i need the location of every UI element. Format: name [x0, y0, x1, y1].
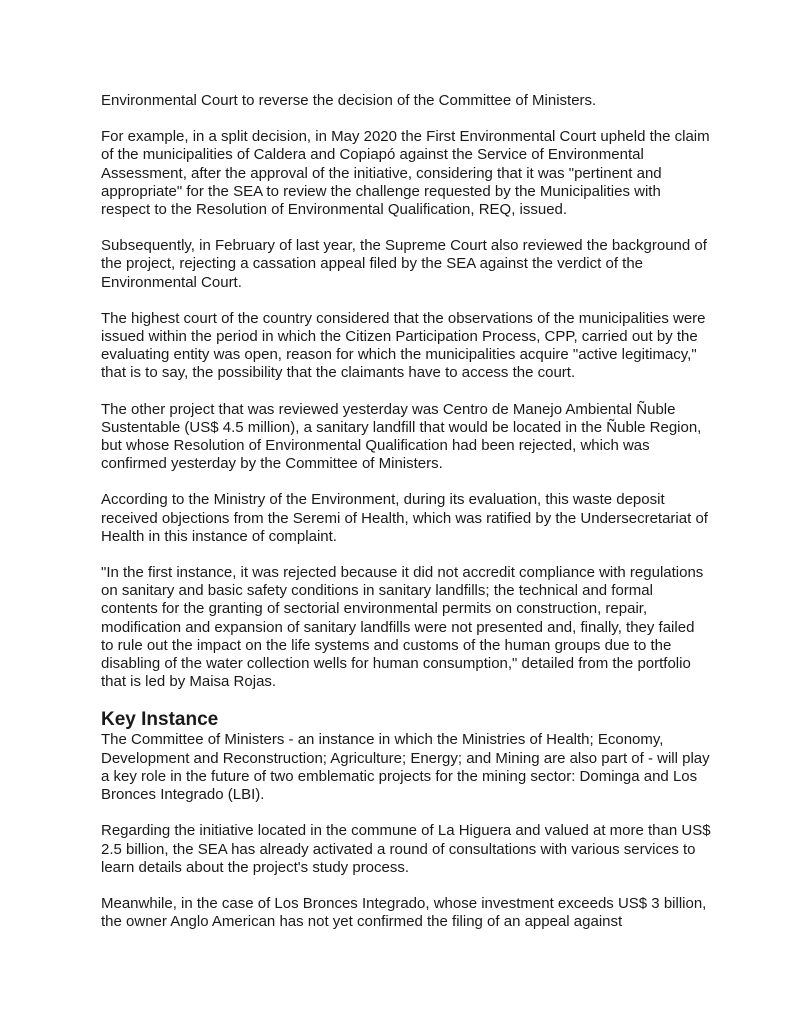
- paragraph: The highest court of the country considered that the observations of the municipalities were issued within the period in which the Citizen Participation Process, CPP, carried out by the evaluating entity was open, reason for which the municipalities acquire "active legitimacy," that is to say, the possibility that the claimants have to access the court.: [101, 309, 706, 382]
- paragraph: Regarding the initiative located in the commune of La Higuera and valued at more than US$ 2.5 billion, the SEA has already activated a round of consultations with various services to learn details about the project's study process.: [101, 822, 711, 876]
- paragraph: For example, in a split decision, in May 2020 the First Environmental Court upheld the claim of the municipalities of Caldera and Copiapó against the Service of Environmental Assessment, after the approval of the initiative, considering that it was "pertinent and appropriate" for the SEA to review the challenge requested by the Municipalities with respect to the Resolution of Environmental Qualification, REQ, issued.: [101, 128, 710, 219]
- paragraph: Subsequently, in February of last year, the Supreme Court also reviewed the background of the project, rejecting a cassation appeal filed by the SEA against the verdict of the Environmental Court.: [101, 237, 707, 291]
- paragraph: According to the Ministry of the Environment, during its evaluation, this waste deposit received objections from the Seremi of Health, which was ratified by the Undersecretariat of Health in this instance of complaint.: [101, 491, 708, 545]
- section-heading: Key Instance: [101, 709, 219, 731]
- paragraph: Meanwhile, in the case of Los Bronces Integrado, whose investment exceeds US$ 3 billion, the owner Anglo American has not yet confirmed the filing of an appeal against: [101, 894, 707, 931]
- paragraph: The other project that was reviewed yesterday was Centro de Manejo Ambiental Ñuble Sustentable (US$ 4.5 million), a sanitary landfill that would be located in the Ñuble Region, but whose Resolution of Environmental Qualification had been rejected, which was confirmed yesterday by the Committee of Ministers.: [101, 400, 702, 473]
- paragraph: "In the first instance, it was rejected because it did not accredit compliance with regulations on sanitary and basic safety conditions in sanitary landfills; the technical and formal contents for the granting of sectorial environmental permits on construction, repair, modification and expansion of sanitary landfills were not presented and, finally, they failed to rule out the impact on the life systems and customs of the human groups due to the disabling of the water collection wells for human consumption," detailed from the portfolio that is led by Maisa Rojas.: [101, 564, 704, 691]
- paragraph: The Committee of Ministers - an instance in which the Ministries of Health; Economy, Development and Reconstruction; Agriculture; Energy; and Mining are also part of - will play a key role in the future of two emblematic projects for the mining sector: Dominga and Los Bronces Integrado (LBI).: [101, 731, 710, 804]
- document-page: [101, 92, 711, 949]
- paragraph: Environmental Court to reverse the decision of the Committee of Ministers.: [101, 92, 597, 109]
